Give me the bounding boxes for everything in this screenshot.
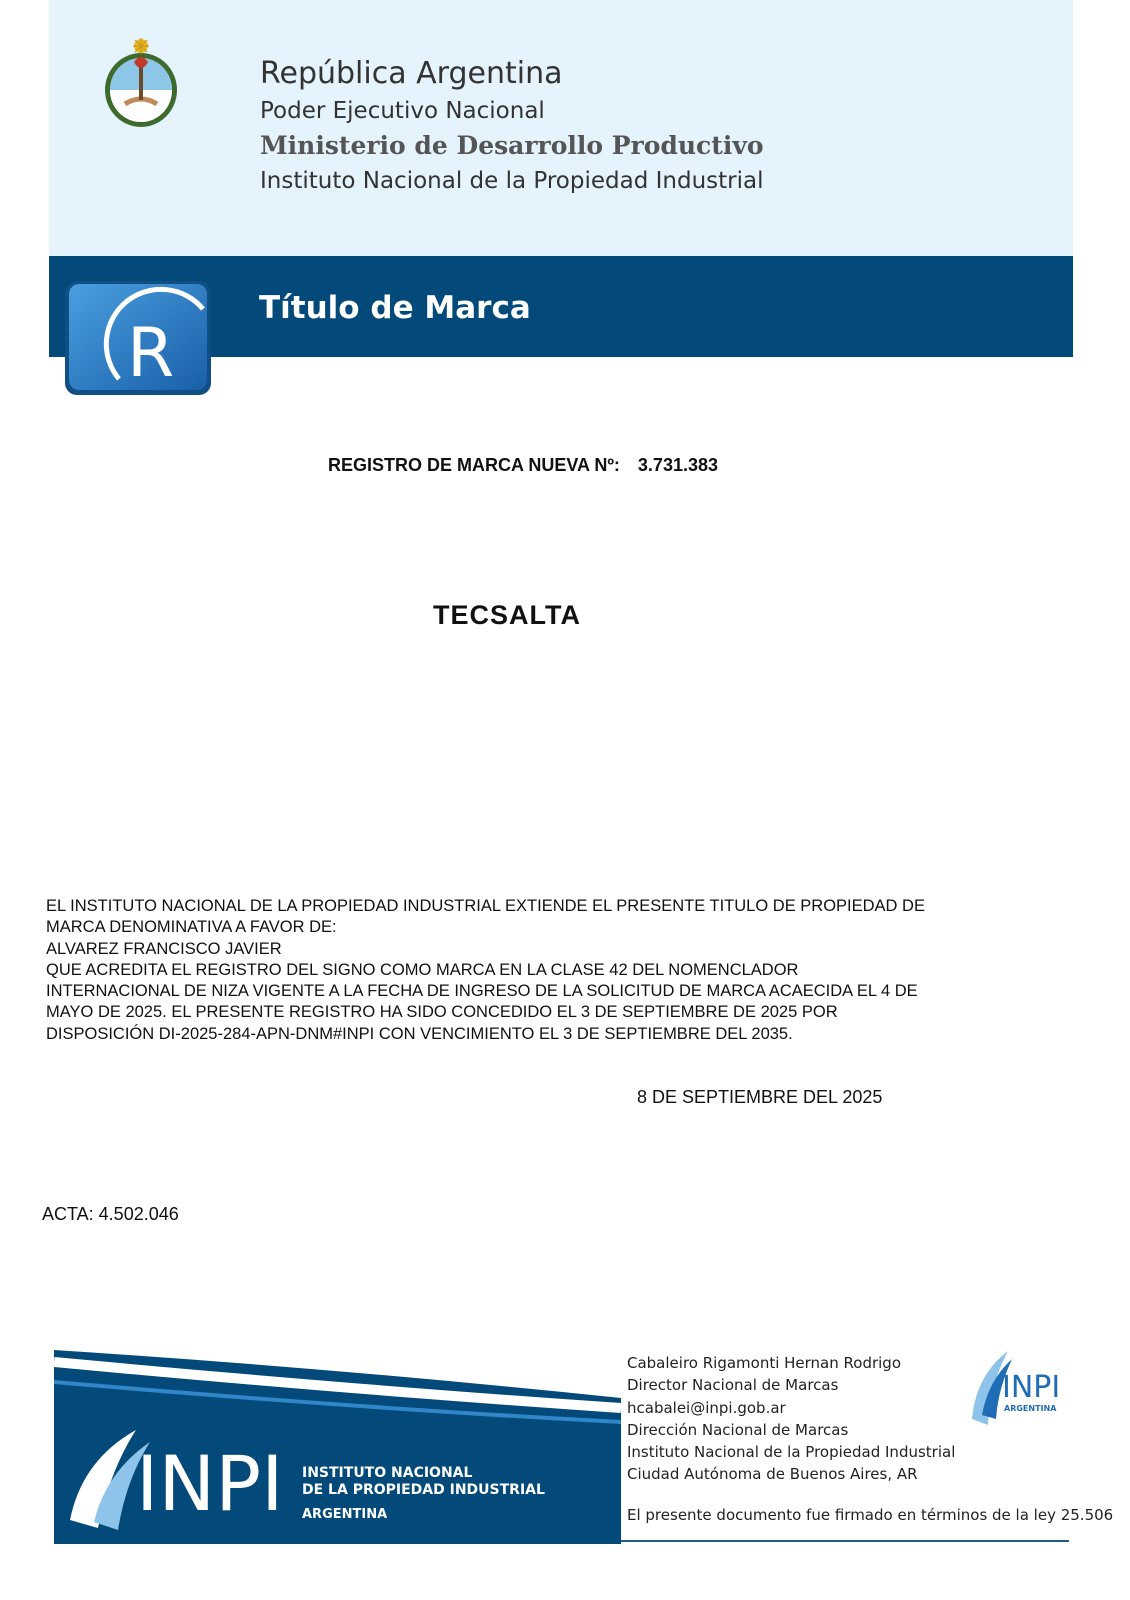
body-line: INTERNACIONAL DE NIZA VIGENTE A LA FECHA DE INGRESO DE LA SOLICITUD DE MARCA ACAECIDA EL 4 DE bbox=[46, 982, 918, 1001]
svg-text:ARGENTINA: ARGENTINA bbox=[1004, 1404, 1057, 1413]
signer-location: Ciudad Autónoma de Buenos Aires, AR bbox=[627, 1465, 918, 1484]
svg-text:DE LA PROPIEDAD INDUSTRIAL: DE LA PROPIEDAD INDUSTRIAL bbox=[302, 1482, 545, 1498]
brand-name: TECSALTA bbox=[433, 600, 581, 630]
body-line: QUE ACREDITA EL REGISTRO DEL SIGNO COMO MARCA EN LA CLASE 42 DEL NOMENCLADOR bbox=[46, 960, 799, 979]
body-line: MARCA DENOMINATIVA A FAVOR DE: bbox=[46, 918, 337, 937]
body-line: ALVAREZ FRANCISCO JAVIER bbox=[46, 939, 282, 958]
certificate-body bbox=[46, 896, 1006, 1045]
country-name: República Argentina bbox=[260, 56, 563, 91]
svg-text:INSTITUTO NACIONAL: INSTITUTO NACIONAL bbox=[302, 1465, 473, 1481]
svg-text:INPI: INPI bbox=[136, 1439, 284, 1528]
ministry-name: Ministerio de Desarrollo Productivo bbox=[260, 131, 764, 160]
issue-date: 8 DE SEPTIEMBRE DEL 2025 bbox=[637, 1087, 883, 1107]
svg-text:ARGENTINA: ARGENTINA bbox=[302, 1507, 388, 1522]
signature-block bbox=[627, 1352, 955, 1486]
body-line: MAYO DE 2025. EL PRESENTE REGISTRO HA SIDO CONCEDIDO EL 3 DE SEPTIEMBRE DE 2025 POR bbox=[46, 1003, 838, 1022]
inpi-small-logo bbox=[968, 1345, 1068, 1431]
svg-text:INPI: INPI bbox=[1002, 1370, 1061, 1405]
body-line: DISPOSICIÓN DI-2025-284-APN-DNM#INPI CON VENCIMIENTO EL 3 DE SEPTIEMBRE DEL 2035. bbox=[46, 1024, 793, 1043]
signer-email: hcabalei@inpi.gob.ar bbox=[627, 1398, 786, 1417]
footer-divider bbox=[621, 1540, 1069, 1542]
registration-number: 3.731.383 bbox=[637, 455, 718, 475]
header-institution-lines bbox=[260, 54, 764, 198]
national-coat-of-arms-icon bbox=[101, 38, 181, 130]
signer-office: Dirección Nacional de Marcas bbox=[627, 1420, 849, 1439]
body-line: EL INSTITUTO NACIONAL DE LA PROPIEDAD INDUSTRIAL EXTIENDE EL PRESENTE TITULO DE PROPIEDAD DE bbox=[46, 897, 925, 915]
signer-institute: Instituto Nacional de la Propiedad Industrial bbox=[627, 1443, 956, 1462]
svg-text:R: R bbox=[127, 314, 175, 393]
signer-name: Cabaleiro Rigamonti Hernan Rodrigo bbox=[627, 1354, 902, 1372]
inpi-footer-logo bbox=[54, 1350, 621, 1544]
registration-label: REGISTRO DE MARCA NUEVA Nº: bbox=[328, 455, 620, 475]
acta-number: ACTA: 4.502.046 bbox=[42, 1204, 179, 1224]
signer-position: Director Nacional de Marcas bbox=[627, 1376, 839, 1395]
registered-trademark-icon bbox=[63, 279, 217, 403]
digital-signature-law-note: El presente documento fue firmado en términos de la ley 25.506 bbox=[627, 1506, 1114, 1524]
executive-branch: Poder Ejecutivo Nacional bbox=[260, 98, 545, 124]
institute-name: Instituto Nacional de la Propiedad Industrial bbox=[260, 168, 764, 194]
document-title: Título de Marca bbox=[259, 290, 531, 326]
registration-line bbox=[328, 455, 718, 476]
